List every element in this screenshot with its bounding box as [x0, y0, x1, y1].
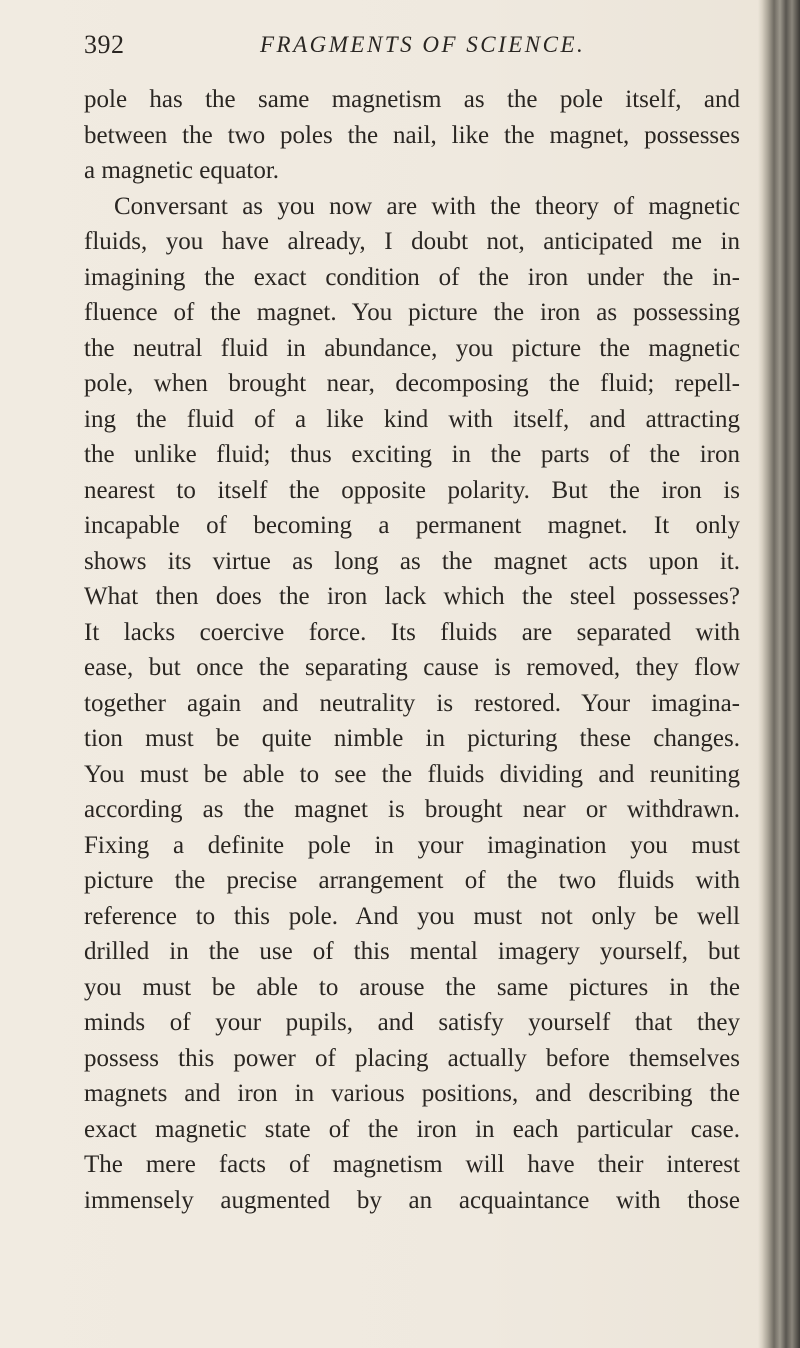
text-line: The mere facts of magnetism will have their interest — [84, 1151, 740, 1178]
text-line: magnets and iron in various positions, and describing the — [84, 1080, 740, 1107]
text-line: ing the fluid of a like kind with itself, and attracting — [84, 405, 740, 433]
text-line: drilled in the use of this mental imagery yourself, but — [84, 938, 740, 965]
text-line: immensely augmented by an acquaintance with those — [84, 1186, 740, 1214]
text-line: pole, when brought near, decomposing the fluid; repell- — [84, 370, 740, 397]
text-line: tion must be quite nimble in picturing these changes. — [84, 725, 740, 752]
text-line: a magnetic equator. — [84, 157, 280, 184]
text-line: It lacks coercive force. Its fluids are separated with — [84, 618, 740, 646]
text-line: minds of your pupils, and satisfy yourself that they — [84, 1009, 740, 1036]
book-binding-edge — [758, 0, 800, 1348]
text-line: you must be able to arouse the same pictures in the — [84, 973, 740, 1001]
text-line: together again and neutrality is restored. Your imagina- — [84, 689, 740, 717]
text-line: You must be able to see the fluids dividing and reuniting — [84, 760, 740, 788]
running-head: FRAGMENTS OF SCIENCE. — [260, 32, 586, 57]
text-line: What then does the iron lack which the steel possesses? — [84, 583, 740, 610]
text-line: possess this power of placing actually before themselves — [84, 1044, 740, 1072]
text-line: exact magnetic state of the iron in each particular case. — [84, 1115, 740, 1143]
text-line: between the two poles the nail, like the magnet, possesses — [84, 121, 740, 149]
text-line: the neutral fluid in abundance, you picture the magnetic — [84, 334, 740, 362]
text-line: imagining the exact condition of the iron under the in- — [84, 263, 740, 291]
text-line: Conversant as you now are with the theory of magnetic — [114, 192, 740, 220]
text-line: fluids, you have already, I doubt not, anticipated me in — [84, 228, 740, 255]
text-line: incapable of becoming a permanent magnet. It only — [84, 512, 740, 539]
text-line: reference to this pole. And you must not only be well — [84, 902, 740, 930]
text-line: picture the precise arrangement of the two fluids with — [84, 867, 740, 894]
page-header — [84, 30, 744, 60]
page-number: 392 — [84, 30, 125, 59]
text-line: shows its virtue as long as the magnet acts upon it. — [84, 547, 740, 575]
text-line: nearest to itself the opposite polarity. But the iron is — [84, 476, 740, 504]
text-line: fluence of the magnet. You picture the iron as possessing — [84, 299, 740, 326]
text-line: the unlike fluid; thus exciting in the parts of the iron — [84, 441, 740, 468]
text-line: pole has the same magnetism as the pole itself, and — [84, 86, 740, 113]
body-text — [84, 82, 740, 1218]
text-line: ease, but once the separating cause is removed, they flow — [84, 654, 740, 681]
text-line: according as the magnet is brought near or withdrawn. — [84, 796, 740, 823]
text-line: Fixing a definite pole in your imagination you must — [84, 831, 740, 859]
